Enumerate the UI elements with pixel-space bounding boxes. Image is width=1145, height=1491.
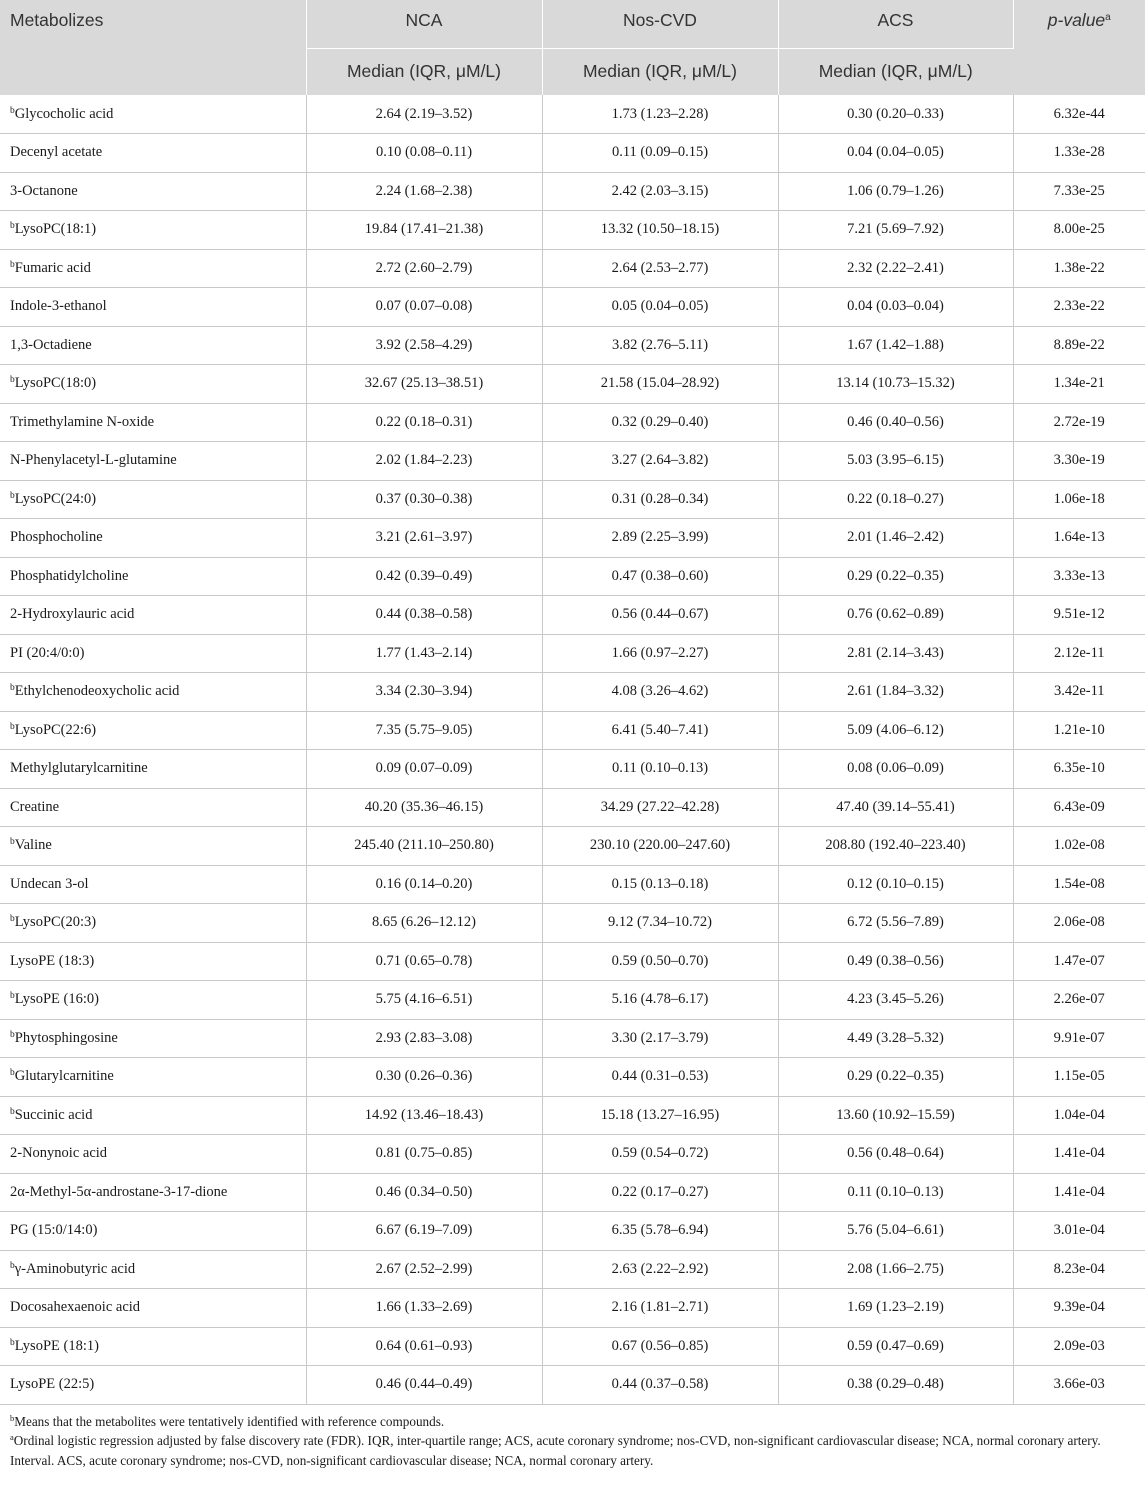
nca-value-cell: 0.42 (0.39–0.49) (306, 557, 542, 596)
nca-value-cell: 8.65 (6.26–12.12) (306, 904, 542, 943)
metabolite-name: Phosphocholine (10, 529, 103, 546)
metabolite-name: PG (15:0/14:0) (10, 1222, 98, 1239)
pvalue-cell: 1.41e-04 (1013, 1173, 1145, 1212)
nca-value-cell: 0.71 (0.65–0.78) (306, 942, 542, 981)
pvalue-cell: 3.66e-03 (1013, 1366, 1145, 1405)
pvalue-cell: 3.01e-04 (1013, 1212, 1145, 1251)
metabolite-name-cell (0, 1250, 306, 1289)
nca-value-cell: 0.44 (0.38–0.58) (306, 596, 542, 635)
pvalue-cell: 2.33e-22 (1013, 288, 1145, 327)
pvalue-cell: 1.34e-21 (1013, 365, 1145, 404)
pvalue-cell: 3.42e-11 (1013, 673, 1145, 712)
pvalue-cell: 2.26e-07 (1013, 981, 1145, 1020)
table-row (0, 1135, 1145, 1174)
metabolite-name: 2-Nonynoic acid (10, 1145, 108, 1162)
subheader-nca: Median (IQR, μM/L) (306, 48, 542, 95)
table-row (0, 750, 1145, 789)
footnote-mark: b (10, 1260, 15, 1271)
noscvd-value-cell: 0.05 (0.04–0.05) (542, 288, 778, 327)
noscvd-value-cell: 0.15 (0.13–0.18) (542, 865, 778, 904)
table-body (0, 95, 1145, 1404)
metabolite-name-cell (0, 1212, 306, 1251)
footnote-mark: b (10, 375, 15, 386)
metabolite-name-cell (0, 711, 306, 750)
table-row (0, 904, 1145, 943)
noscvd-value-cell: 230.10 (220.00–247.60) (542, 827, 778, 866)
acs-value-cell: 13.14 (10.73–15.32) (778, 365, 1013, 404)
noscvd-value-cell: 2.89 (2.25–3.99) (542, 519, 778, 558)
metabolite-name-cell (0, 827, 306, 866)
footnote-b-mark: b (10, 1412, 15, 1423)
acs-value-cell: 2.01 (1.46–2.42) (778, 519, 1013, 558)
metabolite-name-cell (0, 442, 306, 481)
pvalue-cell: 1.41e-04 (1013, 1135, 1145, 1174)
metabolite-name-cell (0, 750, 306, 789)
metabolite-name-cell (0, 134, 306, 173)
metabolite-name-cell (0, 326, 306, 365)
acs-value-cell: 2.81 (2.14–3.43) (778, 634, 1013, 673)
nca-value-cell: 2.67 (2.52–2.99) (306, 1250, 542, 1289)
metabolite-name: 2α-Methyl-5α-androstane-3-17-dione (10, 1183, 228, 1200)
acs-value-cell: 1.06 (0.79–1.26) (778, 172, 1013, 211)
acs-value-cell: 0.29 (0.22–0.35) (778, 1058, 1013, 1097)
footnote-mark: b (10, 1337, 15, 1348)
table-row (0, 1250, 1145, 1289)
pvalue-cell: 2.12e-11 (1013, 634, 1145, 673)
metabolite-name-cell (0, 865, 306, 904)
pvalue-cell: 9.39e-04 (1013, 1289, 1145, 1328)
metabolite-name-cell (0, 365, 306, 404)
nca-value-cell: 5.75 (4.16–6.51) (306, 981, 542, 1020)
table-row (0, 673, 1145, 712)
noscvd-value-cell: 6.35 (5.78–6.94) (542, 1212, 778, 1251)
metabolite-name: PI (20:4/0:0) (10, 644, 85, 661)
table-row (0, 403, 1145, 442)
acs-value-cell: 0.56 (0.48–0.64) (778, 1135, 1013, 1174)
metabolite-name: Glycocholic acid (14, 105, 114, 122)
noscvd-value-cell: 3.30 (2.17–3.79) (542, 1019, 778, 1058)
pvalue-cell: 7.33e-25 (1013, 172, 1145, 211)
metabolite-name-cell (0, 1327, 306, 1366)
nca-value-cell: 3.21 (2.61–3.97) (306, 519, 542, 558)
noscvd-value-cell: 0.59 (0.50–0.70) (542, 942, 778, 981)
acs-value-cell: 1.69 (1.23–2.19) (778, 1289, 1013, 1328)
acs-value-cell: 5.76 (5.04–6.61) (778, 1212, 1013, 1251)
nca-value-cell: 32.67 (25.13–38.51) (306, 365, 542, 404)
metabolite-name-cell (0, 403, 306, 442)
metabolite-name-cell (0, 211, 306, 250)
footnote-a-text: Ordinal logistic regression adjusted by false discovery rate (FDR). IQR, inter-quartile range; ACS, acute coronary syndrome; nos-CVD, non-significant cardiovascular disease; NCA, normal coronary artery. (13, 1433, 1101, 1448)
nca-value-cell: 0.81 (0.75–0.85) (306, 1135, 542, 1174)
metabolite-name-cell (0, 1135, 306, 1174)
metabolite-name: Phosphatidylcholine (10, 567, 129, 584)
pvalue-cell: 6.43e-09 (1013, 788, 1145, 827)
nca-value-cell: 245.40 (211.10–250.80) (306, 827, 542, 866)
noscvd-value-cell: 1.73 (1.23–2.28) (542, 95, 778, 134)
metabolite-name: LysoPC(18:1) (14, 221, 97, 238)
metabolite-name-cell (0, 1058, 306, 1097)
noscvd-value-cell: 4.08 (3.26–4.62) (542, 673, 778, 712)
metabolite-name: LysoPC(22:6) (14, 721, 97, 738)
footnote-mark: b (10, 683, 15, 694)
nca-value-cell: 2.93 (2.83–3.08) (306, 1019, 542, 1058)
table-row (0, 1019, 1145, 1058)
table-row (0, 557, 1145, 596)
nca-value-cell: 14.92 (13.46–18.43) (306, 1096, 542, 1135)
metabolite-name: γ-Aminobutyric acid (14, 1260, 136, 1277)
table-row (0, 865, 1145, 904)
acs-value-cell: 0.12 (0.10–0.15) (778, 865, 1013, 904)
table-row (0, 1289, 1145, 1328)
metabolite-name-cell (0, 249, 306, 288)
noscvd-value-cell: 15.18 (13.27–16.95) (542, 1096, 778, 1135)
table-row (0, 1327, 1145, 1366)
metabolite-name: Valine (14, 837, 52, 854)
metabolite-name-cell (0, 557, 306, 596)
footnote-mark: b (10, 221, 15, 232)
metabolite-name: Undecan 3-ol (10, 875, 89, 892)
metabolite-name: Methylglutarylcarnitine (10, 760, 148, 777)
pvalue-cell: 1.54e-08 (1013, 865, 1145, 904)
noscvd-value-cell: 5.16 (4.78–6.17) (542, 981, 778, 1020)
acs-value-cell: 0.30 (0.20–0.33) (778, 95, 1013, 134)
footnote-mark: b (10, 259, 15, 270)
pvalue-cell: 1.15e-05 (1013, 1058, 1145, 1097)
noscvd-value-cell: 13.32 (10.50–18.15) (542, 211, 778, 250)
metabolite-name: Docosahexaenoic acid (10, 1299, 141, 1316)
subheader-acs: Median (IQR, μM/L) (778, 48, 1013, 95)
table-row (0, 1212, 1145, 1251)
table-row (0, 365, 1145, 404)
pvalue-cell: 2.06e-08 (1013, 904, 1145, 943)
pvalue-cell: 1.47e-07 (1013, 942, 1145, 981)
noscvd-value-cell: 0.22 (0.17–0.27) (542, 1173, 778, 1212)
acs-value-cell: 0.49 (0.38–0.56) (778, 942, 1013, 981)
acs-value-cell: 208.80 (192.40–223.40) (778, 827, 1013, 866)
metabolite-name-cell (0, 519, 306, 558)
pvalue-cell: 1.21e-10 (1013, 711, 1145, 750)
footnote-mark: b (10, 1068, 15, 1079)
pvalue-cell: 8.00e-25 (1013, 211, 1145, 250)
nca-value-cell: 0.07 (0.07–0.08) (306, 288, 542, 327)
nca-value-cell: 2.02 (1.84–2.23) (306, 442, 542, 481)
nca-value-cell: 0.09 (0.07–0.09) (306, 750, 542, 789)
footnote-b (10, 1412, 1135, 1432)
header-acs: ACS (778, 0, 1013, 48)
subheader-noscvd: Median (IQR, μM/L) (542, 48, 778, 95)
nca-value-cell: 7.35 (5.75–9.05) (306, 711, 542, 750)
table-row (0, 326, 1145, 365)
header-row (0, 0, 1145, 48)
noscvd-value-cell: 6.41 (5.40–7.41) (542, 711, 778, 750)
table-row (0, 942, 1145, 981)
acs-value-cell: 0.08 (0.06–0.09) (778, 750, 1013, 789)
acs-value-cell: 2.61 (1.84–3.32) (778, 673, 1013, 712)
pvalue-cell: 9.91e-07 (1013, 1019, 1145, 1058)
footnote-mark: b (10, 914, 15, 925)
noscvd-value-cell: 0.32 (0.29–0.40) (542, 403, 778, 442)
metabolite-name: Decenyl acetate (10, 144, 103, 161)
acs-value-cell: 2.32 (2.22–2.41) (778, 249, 1013, 288)
noscvd-value-cell: 21.58 (15.04–28.92) (542, 365, 778, 404)
pvalue-cell: 3.30e-19 (1013, 442, 1145, 481)
table-row (0, 1058, 1145, 1097)
acs-value-cell: 6.72 (5.56–7.89) (778, 904, 1013, 943)
nca-value-cell: 0.64 (0.61–0.93) (306, 1327, 542, 1366)
pvalue-cell: 6.32e-44 (1013, 95, 1145, 134)
acs-value-cell: 4.49 (3.28–5.32) (778, 1019, 1013, 1058)
metabolite-name-cell (0, 172, 306, 211)
acs-value-cell: 0.46 (0.40–0.56) (778, 403, 1013, 442)
table-row (0, 711, 1145, 750)
table-row (0, 519, 1145, 558)
nca-value-cell: 0.46 (0.34–0.50) (306, 1173, 542, 1212)
metabolite-name: Succinic acid (14, 1106, 93, 1123)
acs-value-cell: 7.21 (5.69–7.92) (778, 211, 1013, 250)
acs-value-cell: 0.29 (0.22–0.35) (778, 557, 1013, 596)
metabolite-name: N-Phenylacetyl-L-glutamine (10, 452, 177, 469)
nca-value-cell: 1.66 (1.33–2.69) (306, 1289, 542, 1328)
metabolite-name-cell (0, 1019, 306, 1058)
metabolite-name-cell (0, 788, 306, 827)
metabolite-name: LysoPC(18:0) (14, 375, 97, 392)
acs-value-cell: 5.09 (4.06–6.12) (778, 711, 1013, 750)
metabolite-name: Indole-3-ethanol (10, 298, 107, 315)
footnote-a-mark: a (10, 1432, 14, 1442)
acs-value-cell: 4.23 (3.45–5.26) (778, 981, 1013, 1020)
noscvd-value-cell: 2.64 (2.53–2.77) (542, 249, 778, 288)
noscvd-value-cell: 2.63 (2.22–2.92) (542, 1250, 778, 1289)
metabolite-name-cell (0, 673, 306, 712)
header-metabolite: Metabolizes (0, 0, 306, 95)
table-row (0, 480, 1145, 519)
table-row (0, 981, 1145, 1020)
pvalue-cell: 1.06e-18 (1013, 480, 1145, 519)
metabolite-name: LysoPE (18:1) (14, 1337, 99, 1354)
metabolite-name: Trimethylamine N-oxide (10, 413, 155, 430)
acs-value-cell: 0.38 (0.29–0.48) (778, 1366, 1013, 1405)
metabolite-name-cell (0, 904, 306, 943)
metabolite-name: Phytosphingosine (14, 1029, 118, 1046)
nca-value-cell: 0.10 (0.08–0.11) (306, 134, 542, 173)
nca-value-cell: 2.72 (2.60–2.79) (306, 249, 542, 288)
footnote-mark: b (10, 721, 15, 732)
noscvd-value-cell: 2.42 (2.03–3.15) (542, 172, 778, 211)
table-row (0, 788, 1145, 827)
pvalue-cell: 8.23e-04 (1013, 1250, 1145, 1289)
metabolite-name-cell (0, 1366, 306, 1405)
table-header (0, 0, 1145, 95)
metabolite-name: 2-Hydroxylauric acid (10, 606, 135, 623)
pvalue-cell: 6.35e-10 (1013, 750, 1145, 789)
table-row (0, 134, 1145, 173)
pvalue-cell: 1.38e-22 (1013, 249, 1145, 288)
nca-value-cell: 0.16 (0.14–0.20) (306, 865, 542, 904)
pvalue-cell: 1.04e-04 (1013, 1096, 1145, 1135)
noscvd-value-cell: 9.12 (7.34–10.72) (542, 904, 778, 943)
footnote-mark: b (10, 1106, 15, 1117)
noscvd-value-cell: 0.67 (0.56–0.85) (542, 1327, 778, 1366)
noscvd-value-cell: 0.11 (0.09–0.15) (542, 134, 778, 173)
pvalue-cell: 9.51e-12 (1013, 596, 1145, 635)
nca-value-cell: 2.64 (2.19–3.52) (306, 95, 542, 134)
noscvd-value-cell: 34.29 (27.22–42.28) (542, 788, 778, 827)
metabolite-name-cell (0, 288, 306, 327)
footnote-mark: b (10, 991, 15, 1002)
metabolite-name-cell (0, 480, 306, 519)
pvalue-cell: 2.09e-03 (1013, 1327, 1145, 1366)
noscvd-value-cell: 1.66 (0.97–2.27) (542, 634, 778, 673)
table-row (0, 596, 1145, 635)
pvalue-cell: 2.72e-19 (1013, 403, 1145, 442)
footnote-mark: b (10, 105, 15, 116)
nca-value-cell: 0.30 (0.26–0.36) (306, 1058, 542, 1097)
pvalue-cell: 1.64e-13 (1013, 519, 1145, 558)
metabolite-name-cell (0, 981, 306, 1020)
table-row (0, 1173, 1145, 1212)
acs-value-cell: 13.60 (10.92–15.59) (778, 1096, 1013, 1135)
header-pvalue-footnote-mark: a (1105, 12, 1111, 23)
pvalue-cell: 3.33e-13 (1013, 557, 1145, 596)
table-row (0, 249, 1145, 288)
header-noscvd: Nos-CVD (542, 0, 778, 48)
metabolite-name-cell (0, 634, 306, 673)
metabolite-name-cell (0, 942, 306, 981)
acs-value-cell: 0.04 (0.03–0.04) (778, 288, 1013, 327)
metabolite-name: Glutarylcarnitine (14, 1068, 114, 1085)
noscvd-value-cell: 0.59 (0.54–0.72) (542, 1135, 778, 1174)
metabolite-name-cell (0, 1173, 306, 1212)
acs-value-cell: 0.59 (0.47–0.69) (778, 1327, 1013, 1366)
metabolite-name: Creatine (10, 798, 60, 815)
nca-value-cell: 1.77 (1.43–2.14) (306, 634, 542, 673)
nca-value-cell: 0.37 (0.30–0.38) (306, 480, 542, 519)
acs-value-cell: 0.04 (0.04–0.05) (778, 134, 1013, 173)
table-row (0, 95, 1145, 134)
footnote-mark: b (10, 1029, 15, 1040)
acs-value-cell: 2.08 (1.66–2.75) (778, 1250, 1013, 1289)
nca-value-cell: 2.24 (1.68–2.38) (306, 172, 542, 211)
nca-value-cell: 19.84 (17.41–21.38) (306, 211, 542, 250)
noscvd-value-cell: 2.16 (1.81–2.71) (542, 1289, 778, 1328)
nca-value-cell: 3.92 (2.58–4.29) (306, 326, 542, 365)
table-row (0, 1096, 1145, 1135)
header-nca: NCA (306, 0, 542, 48)
pvalue-cell: 1.02e-08 (1013, 827, 1145, 866)
acs-value-cell: 0.11 (0.10–0.13) (778, 1173, 1013, 1212)
table-footnotes (0, 1405, 1145, 1471)
acs-value-cell: 0.76 (0.62–0.89) (778, 596, 1013, 635)
table-row (0, 211, 1145, 250)
acs-value-cell: 47.40 (39.14–55.41) (778, 788, 1013, 827)
footnote-interval: Interval. ACS, acute coronary syndrome; nos-CVD, non-significant cardiovascular disease; NCA, normal coronary artery. (10, 1452, 654, 1468)
noscvd-value-cell: 3.27 (2.64–3.82) (542, 442, 778, 481)
acs-value-cell: 0.22 (0.18–0.27) (778, 480, 1013, 519)
acs-value-cell: 5.03 (3.95–6.15) (778, 442, 1013, 481)
header-pvalue-label: p-value (1047, 10, 1106, 30)
noscvd-value-cell: 0.44 (0.31–0.53) (542, 1058, 778, 1097)
noscvd-value-cell: 0.44 (0.37–0.58) (542, 1366, 778, 1405)
noscvd-value-cell: 0.11 (0.10–0.13) (542, 750, 778, 789)
nca-value-cell: 40.20 (35.36–46.15) (306, 788, 542, 827)
metabolite-name: Ethylchenodeoxycholic acid (14, 683, 180, 700)
nca-value-cell: 0.46 (0.44–0.49) (306, 1366, 542, 1405)
noscvd-value-cell: 0.47 (0.38–0.60) (542, 557, 778, 596)
noscvd-value-cell: 0.56 (0.44–0.67) (542, 596, 778, 635)
metabolite-name: LysoPE (16:0) (14, 991, 99, 1008)
table-row (0, 288, 1145, 327)
metabolite-name: 3-Octanone (10, 182, 78, 199)
metabolite-name-cell (0, 596, 306, 635)
footnote-b-text: Means that the metabolites were tentatively identified with reference compounds. (14, 1413, 445, 1429)
metabolite-name-cell (0, 95, 306, 134)
footnote-mark: b (10, 490, 15, 501)
footnote-mark: b (10, 837, 15, 848)
table-row (0, 634, 1145, 673)
table-row (0, 827, 1145, 866)
nca-value-cell: 0.22 (0.18–0.31) (306, 403, 542, 442)
footnote-a (10, 1431, 1135, 1451)
metabolite-name: 1,3-Octadiene (10, 336, 92, 353)
pvalue-cell: 8.89e-22 (1013, 326, 1145, 365)
metabolite-name: LysoPE (22:5) (10, 1376, 95, 1393)
metabolite-name-cell (0, 1289, 306, 1328)
table-row (0, 1366, 1145, 1405)
metabolite-name: Fumaric acid (14, 259, 91, 276)
pvalue-cell: 1.33e-28 (1013, 134, 1145, 173)
metabolite-name: LysoPE (18:3) (10, 952, 95, 969)
header-pvalue (1013, 0, 1145, 95)
metabolite-name-cell (0, 1096, 306, 1135)
nca-value-cell: 3.34 (2.30–3.94) (306, 673, 542, 712)
table-row (0, 172, 1145, 211)
metabolite-name: LysoPC(20:3) (14, 914, 97, 931)
nca-value-cell: 6.67 (6.19–7.09) (306, 1212, 542, 1251)
noscvd-value-cell: 0.31 (0.28–0.34) (542, 480, 778, 519)
acs-value-cell: 1.67 (1.42–1.88) (778, 326, 1013, 365)
metabolite-name: LysoPC(24:0) (14, 490, 97, 507)
table-row (0, 442, 1145, 481)
noscvd-value-cell: 3.82 (2.76–5.11) (542, 326, 778, 365)
